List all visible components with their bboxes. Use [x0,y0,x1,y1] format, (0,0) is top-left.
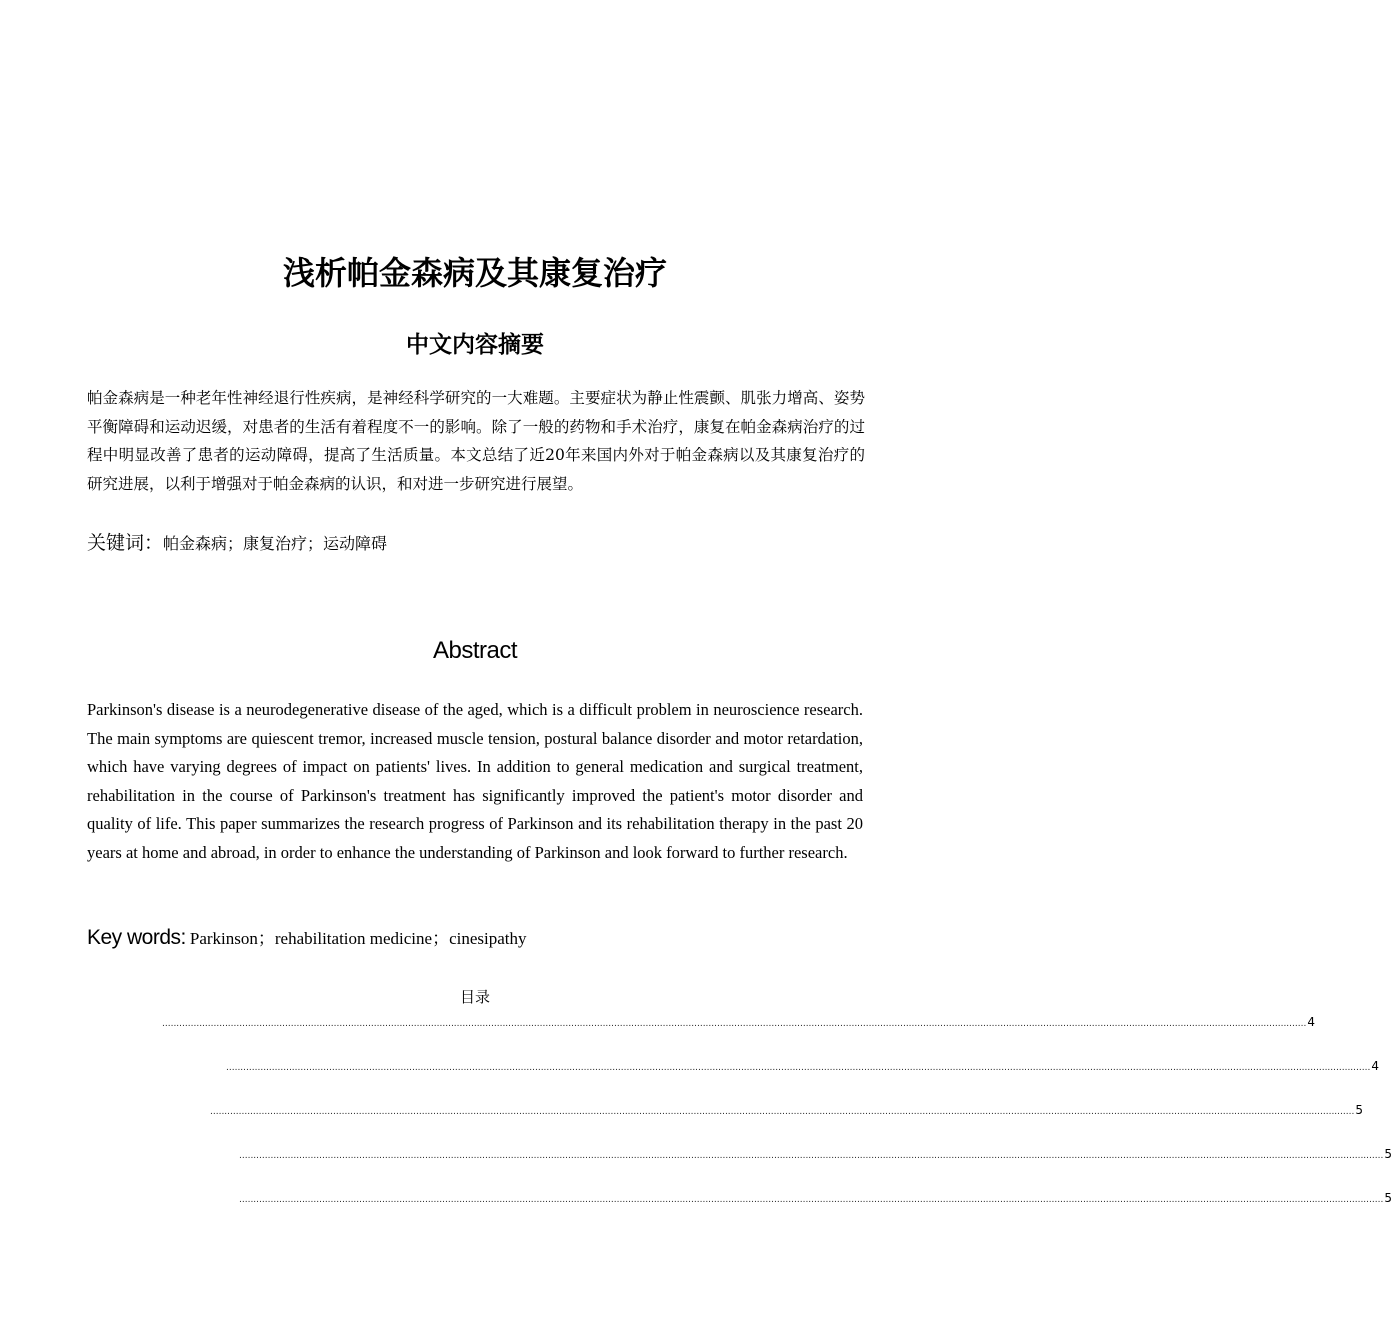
toc-leader-dots: ................................................................................................................................................................................................................................................................................................................................................................................................................ [239,1151,1384,1161]
english-keywords-label: Key words: [87,926,186,949]
toc-entry[interactable] [239,1189,1392,1205]
toc-leader-dots: ................................................................................................................................................................................................................................................................................................................................................................................................................ [226,1063,1371,1073]
toc-entry[interactable] [210,1101,1363,1117]
toc-page-number: 5 [1384,1191,1392,1205]
toc-entry[interactable] [162,1013,1315,1029]
document-title: 浅析帕金森病及其康复治疗 [282,254,667,292]
toc-entry[interactable] [226,1057,1379,1073]
english-abstract-heading: Abstract [432,637,518,664]
english-abstract-body: Parkinson's disease is a neurodegenerative disease of the aged, which is a difficult problem in neuroscience research. The main symptoms are quiescent tremor, increased muscle tension, postural balance disorder and motor retardation, which have varying degrees of impact on patients' lives. In addition to general medication and surgical treatment, rehabilitation in the course of Parkinson's treatment has significantly improved the patient's motor disorder and quality of life. This paper summarizes the research progress of Parkinson and its rehabilitation therapy in the past 20 years at home and abroad, in order to enhance the understanding of Parkinson and look forward to further research. [87,700,863,862]
chinese-keywords-label: 关键词： [87,532,164,554]
toc-leader-dots: ................................................................................................................................................................................................................................................................................................................................................................................................................ [210,1107,1355,1117]
toc-page-number: 4 [1371,1059,1379,1073]
chinese-abstract-body: 帕金森病是一种老年性神经退行性疾病，是神经科学研究的一大难题。主要症状为静止性震颤、肌张力增高、姿势平衡障碍和运动迟缓，对患者的生活有着程度不一的影响。除了一般的药物和手术治疗，康复在帕金森病治疗的过程中明显改善了患者的运动障碍，提高了生活质量。本文总结了近20年来国内外对于帕金森病以及其康复治疗的研究进展，以利于增强对于帕金森病的认识，和对进一步研究进行展望。 [87,389,865,493]
toc-page-number: 4 [1307,1015,1315,1029]
toc-page-number: 5 [1355,1103,1363,1117]
toc-entry[interactable] [239,1145,1392,1161]
toc-leader-dots: ................................................................................................................................................................................................................................................................................................................................................................................................................ [162,1019,1307,1029]
toc-leader-dots: ................................................................................................................................................................................................................................................................................................................................................................................................................ [239,1195,1384,1205]
english-keywords [87,924,867,950]
english-keywords-text: Parkinson；rehabilitation medicine；cinesipathy [189,929,527,948]
chinese-abstract-heading: 中文内容摘要 [406,332,544,358]
chinese-keywords [87,528,867,555]
toc-title: 目录 [459,988,490,1006]
toc-page-number: 5 [1384,1147,1392,1161]
chinese-keywords-text: 帕金森病；康复治疗；运动障碍 [163,534,388,553]
